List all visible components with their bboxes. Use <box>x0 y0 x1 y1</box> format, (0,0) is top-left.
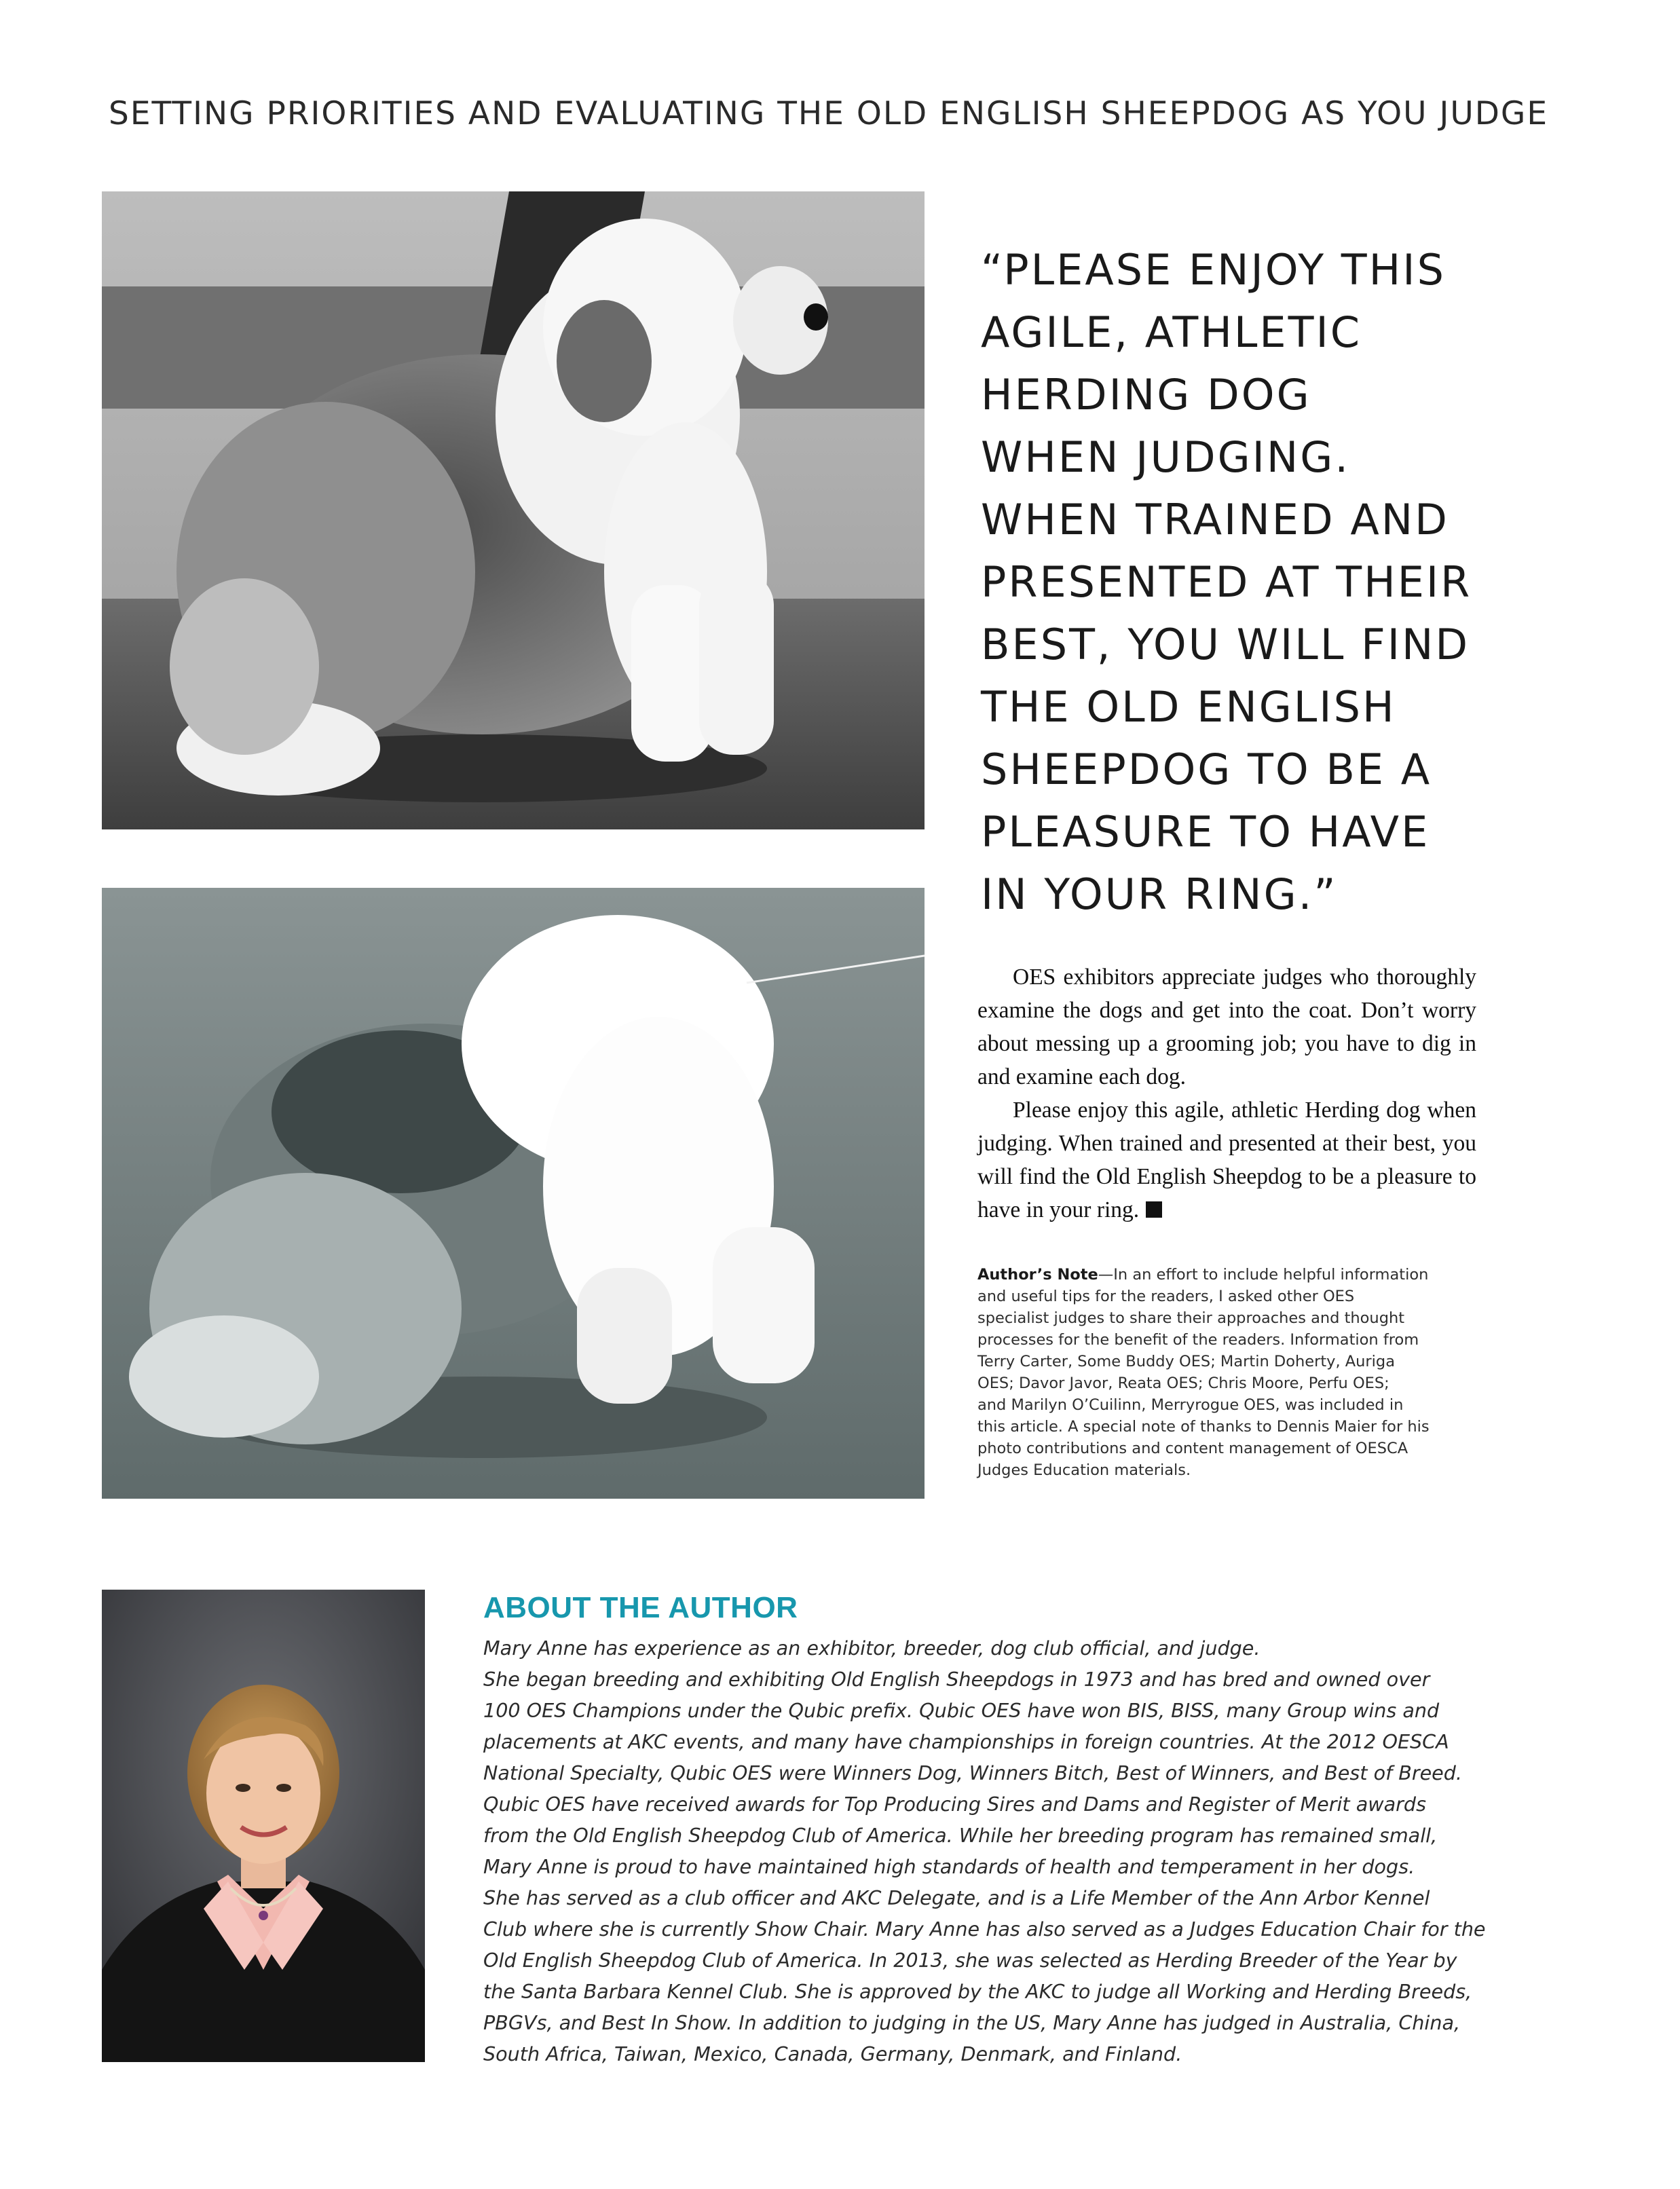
bio-line: from the Old English Sheepdog Club of America. While her breeding program has remained small, <box>483 1824 1438 1847</box>
author-note-line: specialist judges to share their approaches and thought <box>977 1309 1405 1327</box>
body-paragraph-text: Please enjoy this agile, athletic Herding dog when judging. When trained and presented at their best, you will find the Old English Sheepdog to be a pleasure to have in your ring. <box>977 1098 1476 1222</box>
author-note-line: photo contributions and content management of OESCA <box>977 1440 1408 1457</box>
sheepdog-gaiting-photo <box>102 888 925 1499</box>
about-author-heading: ABOUT THE AUTHOR <box>483 1591 798 1624</box>
author-note-line: and Marilyn O’Cuilinn, Merryrogue OES, was included in <box>977 1396 1404 1414</box>
bio-line: 100 OES Champions under the Qubic prefix. Qubic OES have won BIS, BISS, many Group wins and <box>483 1699 1440 1722</box>
pull-quote-line: PLEASURE TO HAVE <box>981 807 1430 857</box>
pull-quote-line: PRESENTED AT THEIR <box>981 557 1472 607</box>
author-note-line: Judges Education materials. <box>977 1461 1191 1479</box>
bio-line: Old English Sheepdog Club of America. In 2013, she was selected as Herding Breeder of the Year by <box>483 1949 1457 1972</box>
pull-quote-line: “PLEASE ENJOY THIS <box>981 245 1446 295</box>
author-note-text: —In an effort to include helpful information <box>1098 1266 1429 1284</box>
pull-quote-line: WHEN JUDGING. <box>981 432 1351 482</box>
author-note-line: and useful tips for the readers, I asked other OES <box>977 1288 1355 1305</box>
pull-quote-line: HERDING DOG <box>981 370 1311 419</box>
about-author-bio <box>483 1632 1637 2070</box>
pull-quote-line: IN YOUR RING.” <box>981 869 1338 919</box>
author-note-line: Terry Carter, Some Buddy OES; Martin Doherty, Auriga <box>977 1353 1395 1370</box>
author-note-line: this article. A special note of thanks to Dennis Maier for his <box>977 1418 1430 1436</box>
bio-line: National Specialty, Qubic OES were Winners Dog, Winners Bitch, Best of Winners, and Best of Breed. <box>483 1761 1463 1784</box>
pull-quote-line: AGILE, ATHLETIC <box>981 307 1362 357</box>
author-note <box>977 1264 1480 1481</box>
bio-line: Club where she is currently Show Chair. Mary Anne has also served as a Judges Education Chair for the <box>483 1917 1486 1941</box>
pull-quote-line: WHEN TRAINED AND <box>981 495 1449 544</box>
author-portrait-photo <box>102 1590 425 2062</box>
pull-quote <box>981 239 1592 926</box>
author-note-label: Author’s Note <box>977 1266 1098 1284</box>
pull-quote-line: SHEEPDOG TO BE A <box>981 745 1432 794</box>
body-paragraph: OES exhibitors appreciate judges who thoroughly examine the dogs and get into the coat. Don’t worry about messing up a grooming job; you have to dig in and examine each dog. <box>977 965 1476 1089</box>
running-head: SETTING PRIORITIES AND EVALUATING THE OLD ENGLISH SHEEPDOG AS YOU JUDGE <box>109 95 1549 132</box>
end-of-article-mark-icon <box>1146 1201 1162 1218</box>
body-paragraph-last <box>977 1093 1476 1227</box>
bio-line: Qubic OES have received awards for Top Producing Sires and Dams and Register of Merit awards <box>483 1793 1426 1816</box>
bio-line: Mary Anne has experience as an exhibitor, breeder, dog club official, and judge. <box>483 1636 1261 1660</box>
bio-line: Mary Anne is proud to have maintained high standards of health and temperament in her dogs. <box>483 1855 1415 1878</box>
author-note-line: processes for the benefit of the readers. Information from <box>977 1331 1419 1349</box>
bio-line: PBGVs, and Best In Show. In addition to judging in the US, Mary Anne has judged in Australia, China, <box>483 2011 1461 2034</box>
bio-line: placements at AKC events, and many have championships in foreign countries. At the 2012 OESCA <box>483 1730 1449 1753</box>
sheepdog-standing-photo <box>102 191 925 829</box>
bio-line: She began breeding and exhibiting Old English Sheepdogs in 1973 and has bred and owned over <box>483 1668 1430 1691</box>
bio-line: South Africa, Taiwan, Mexico, Canada, Germany, Denmark, and Finland. <box>483 2042 1182 2065</box>
pull-quote-line: BEST, YOU WILL FIND <box>981 620 1470 669</box>
article-body <box>977 960 1476 1227</box>
bio-line: She has served as a club officer and AKC Delegate, and is a Life Member of the Ann Arbor Kennel <box>483 1886 1430 1909</box>
author-note-line: OES; Davor Javor, Reata OES; Chris Moore, Perfu OES; <box>977 1374 1389 1392</box>
pull-quote-line: THE OLD ENGLISH <box>981 682 1396 732</box>
bio-line: the Santa Barbara Kennel Club. She is approved by the AKC to judge all Working and Herding Breeds, <box>483 1980 1472 2003</box>
author-note-line <box>977 1264 1480 1286</box>
